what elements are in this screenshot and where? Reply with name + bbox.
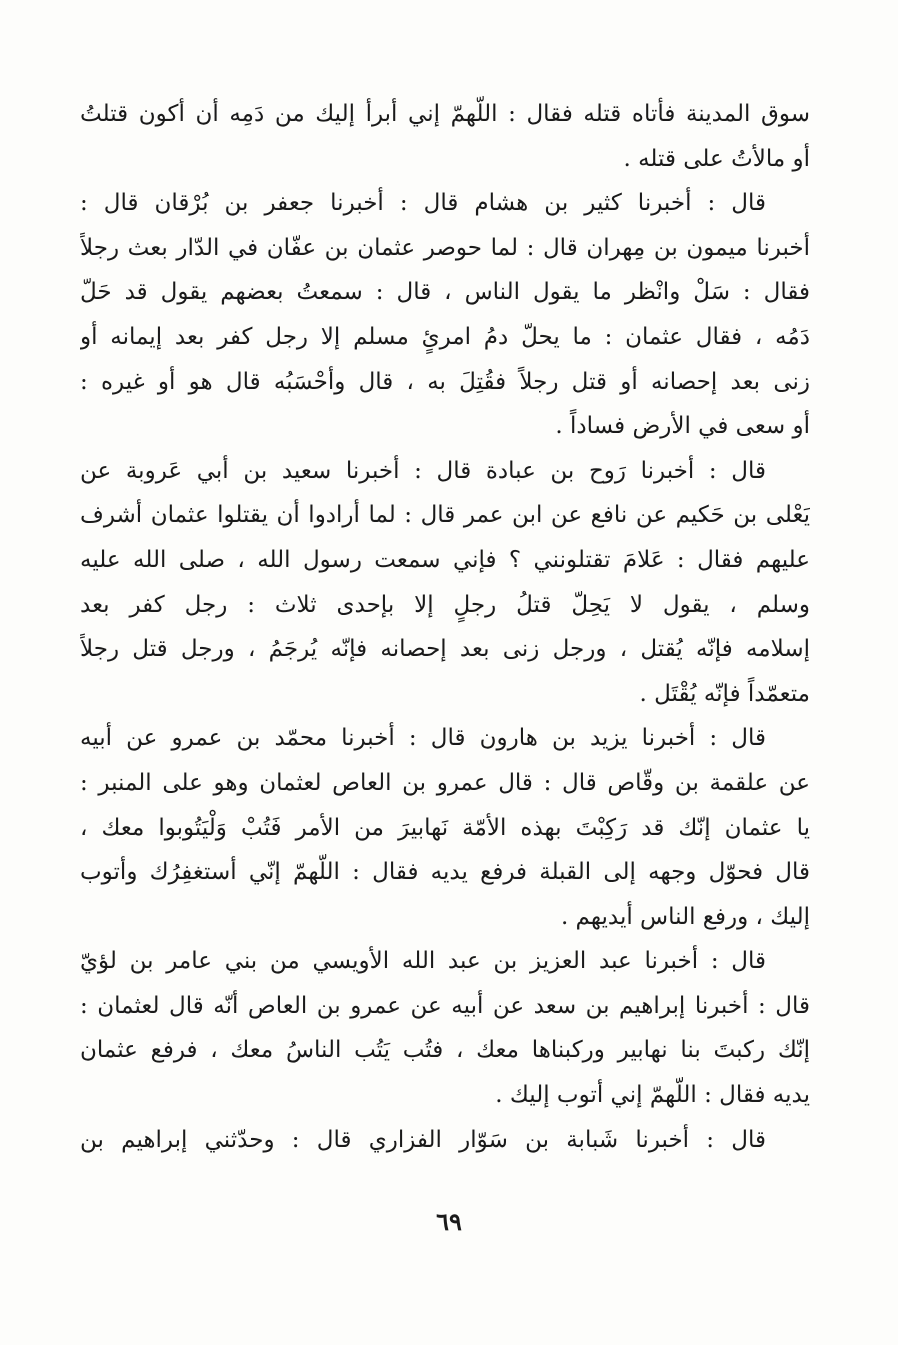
text-line: فقال : سَلْ وانْظر ما يقول الناس ، قال : سمعتُ بعضهم يقول قد حَلّ xyxy=(80,279,810,306)
text-line: عن علقمة بن وقّاص قال : قال عمرو بن العاص لعثمان وهو على المنبر : xyxy=(80,769,810,796)
text-line: دَمُه ، فقال عثمان : ما يحلّ دمُ امرئٍ مسلم إلا رجل كفر بعد إيمانه أو xyxy=(80,323,810,350)
text-line: قال : أخبرنا كثير بن هشام قال : أخبرنا جعفر بن بُرْقان قال : xyxy=(80,190,766,217)
text-line: زنى بعد إحصانه أو قتل رجلاً فقُتِلَ به ، قال وأحْسَبُه قال هو أو غيره : xyxy=(80,368,810,395)
text-line: يَعْلى بن حَكيم عن نافع عن ابن عمر قال : لما أرادوا أن يقتلوا عثمان أشرف xyxy=(80,502,810,529)
text-line: إسلامه فإنّه يُقتل ، ورجل زنى بعد إحصانه فإنّه يُرجَمُ ، ورجل قتل رجلاً xyxy=(80,636,810,663)
text-line: قال : أخبرنا إبراهيم بن سعد عن أبيه عن عمرو بن العاص أنّه قال لعثمان : xyxy=(80,992,810,1019)
text-line: عليهم فقال : عَلامَ تقتلونني ؟ فإني سمعت رسول الله ، صلى الله عليه xyxy=(80,546,810,573)
text-line: متعمّداً فإنّه يُقْتَل . xyxy=(639,680,810,707)
page-number: ٦٩ xyxy=(436,1207,462,1236)
text-line: قال : أخبرنا عبد العزيز بن عبد الله الأويسي من بني عامر بن لؤيّ xyxy=(80,948,766,975)
text-line: قال فحوّل وجهه إلى القبلة فرفع يديه فقال : اللّهمّ إنّي أستغفِرُك وأتوب xyxy=(80,859,810,886)
text-line: إنّك ركبتَ بنا نهابير وركبناها معك ، فتُب يَتُب الناسُ معك ، فرفع عثمان xyxy=(80,1037,810,1064)
text-line: إليك ، ورفع الناس أيديهم . xyxy=(560,903,810,930)
text-line: سوق المدينة فأتاه قتله فقال : اللّهمّ إني أبرأ إليك من دَمِه أن أكون قتلتُ xyxy=(80,101,810,127)
text-line: أخبرنا ميمون بن مِهران قال : لما حوصر عثمان بن عفّان في الدّار بعث رجلاً xyxy=(80,234,810,261)
text-line: يا عثمان إنّك قد رَكِبْتَ بهذه الأمّة نَهابيرَ من الأمر فَتُبْ وَلْيَتُوبوا معك ، xyxy=(80,814,810,841)
text-line: أو سعى في الأرض فساداً . xyxy=(555,413,810,440)
text-line: أو مالأتُ على قتله . xyxy=(623,145,810,172)
body-text xyxy=(80,92,810,1162)
text-line: وسلم ، يقول لا يَحِلّ قتلُ رجلٍ إلا بإحدى ثلاث : رجل كفر بعد xyxy=(80,591,810,618)
text-line: يديه فقال : اللّهمّ إني أتوب إليك . xyxy=(495,1082,810,1109)
text-line: قال : أخبرنا رَوح بن عبادة قال : أخبرنا سعيد بن أبي عَروبة عن xyxy=(80,457,766,484)
text-line: قال : أخبرنا شَبابة بن سَوّار الفزاري قال : وحدّثني إبراهيم بن xyxy=(80,1126,766,1153)
text-line: قال : أخبرنا يزيد بن هارون قال : أخبرنا محمّد بن عمرو عن أبيه xyxy=(80,725,766,752)
